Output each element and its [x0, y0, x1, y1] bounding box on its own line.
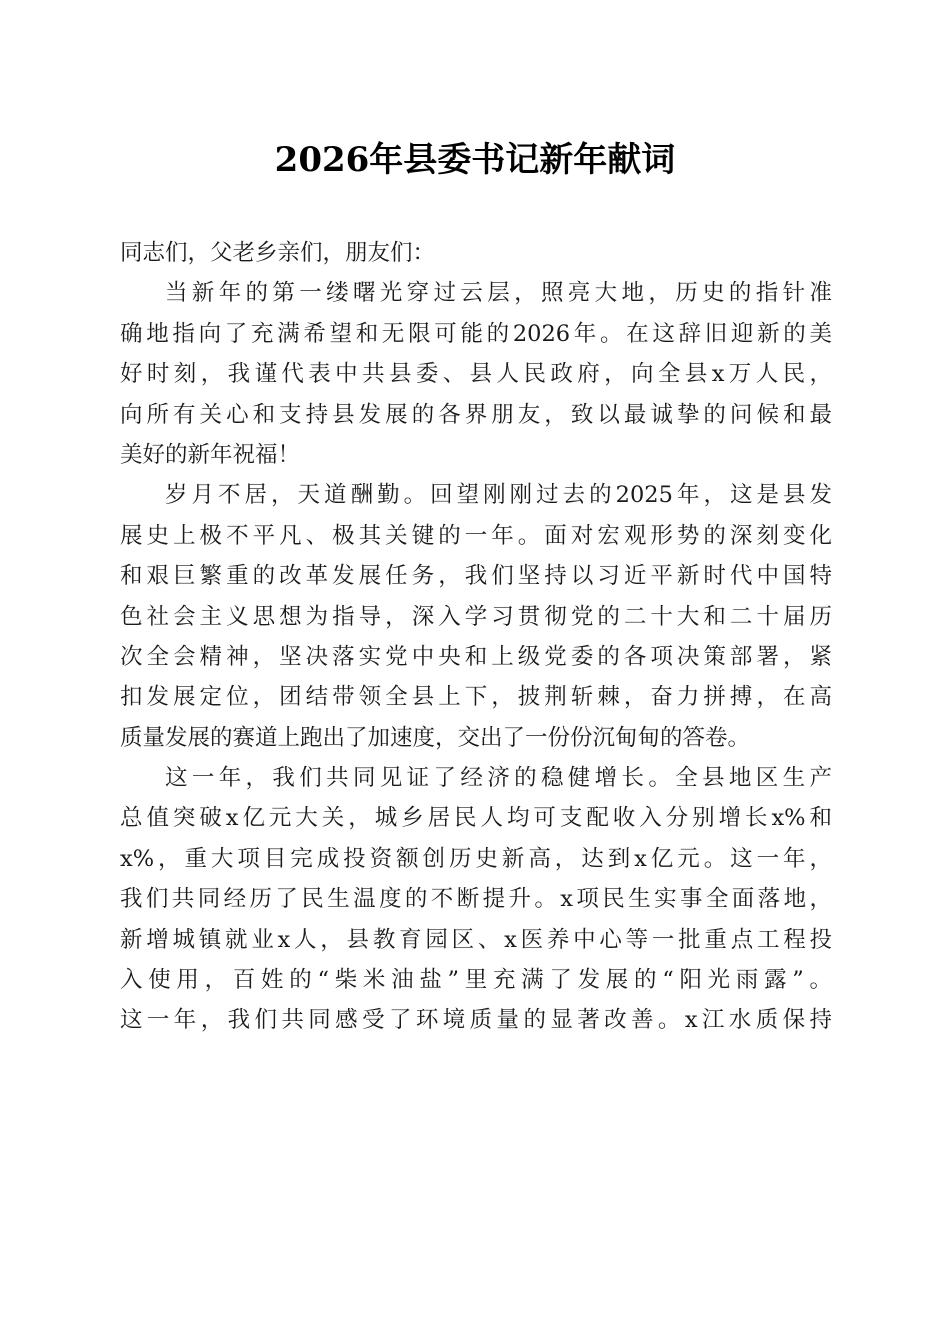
text-line: 确地指向了充满希望和无限可能的2026年。在这辞旧迎新的美 [120, 320, 832, 347]
text-line: 这一年，我们共同感受了环境质量的显著改善。x江水质保持 [120, 1007, 832, 1034]
text-line: 岁月不居，天道酬勤。回望刚刚过去的2025年，这是县发 [165, 482, 832, 509]
text-line: x%，重大项目完成投资额创历史新高，达到x亿元。这一年， [120, 845, 832, 872]
text-line: 扣发展定位，团结带领全县上下，披荆斩棘，奋力拼搏，在高 [120, 684, 832, 711]
text-line: 色社会主义思想为指导，深入学习贯彻党的二十大和二十届历 [120, 603, 832, 630]
document-body [120, 233, 832, 1041]
text-line: 质量发展的赛道上跑出了加速度，交出了一份份沉甸甸的答卷。 [120, 724, 751, 751]
document-title: 2026年县委书记新年献词 [274, 140, 676, 180]
text-line: 美好的新年祝福！ [120, 441, 301, 468]
text-line: 和艰巨繁重的改革发展任务，我们坚持以习近平新时代中国特 [120, 563, 832, 590]
text-line: 同志们，父老乡亲们，朋友们： [120, 240, 436, 266]
text-line: 当新年的第一缕曙光穿过云层，照亮大地，历史的指针准 [165, 280, 832, 307]
text-line: 展史上极不平凡、极其关键的一年。面对宏观形势的深刻变化 [120, 522, 832, 549]
text-line: 这一年，我们共同见证了经济的稳健增长。全县地区生产 [165, 765, 832, 792]
text-line: 好时刻，我谨代表中共县委、县人民政府，向全县x万人民， [120, 361, 832, 388]
text-line: 入使用，百姓的“柴米油盐”里充满了发展的“阳光雨露”。 [120, 967, 832, 994]
text-line: 我们共同经历了民生温度的不断提升。x项民生实事全面落地， [120, 886, 832, 913]
text-line: 总值突破x亿元大关，城乡居民人均可支配收入分别增长x%和 [120, 805, 832, 832]
text-line: 新增城镇就业x人，县教育园区、x医养中心等一批重点工程投 [120, 926, 832, 953]
text-line: 次全会精神，坚决落实党中央和上级党委的各项决策部署，紧 [120, 643, 832, 670]
text-line: 向所有关心和支持县发展的各界朋友，致以最诚挚的问候和最 [120, 401, 832, 428]
